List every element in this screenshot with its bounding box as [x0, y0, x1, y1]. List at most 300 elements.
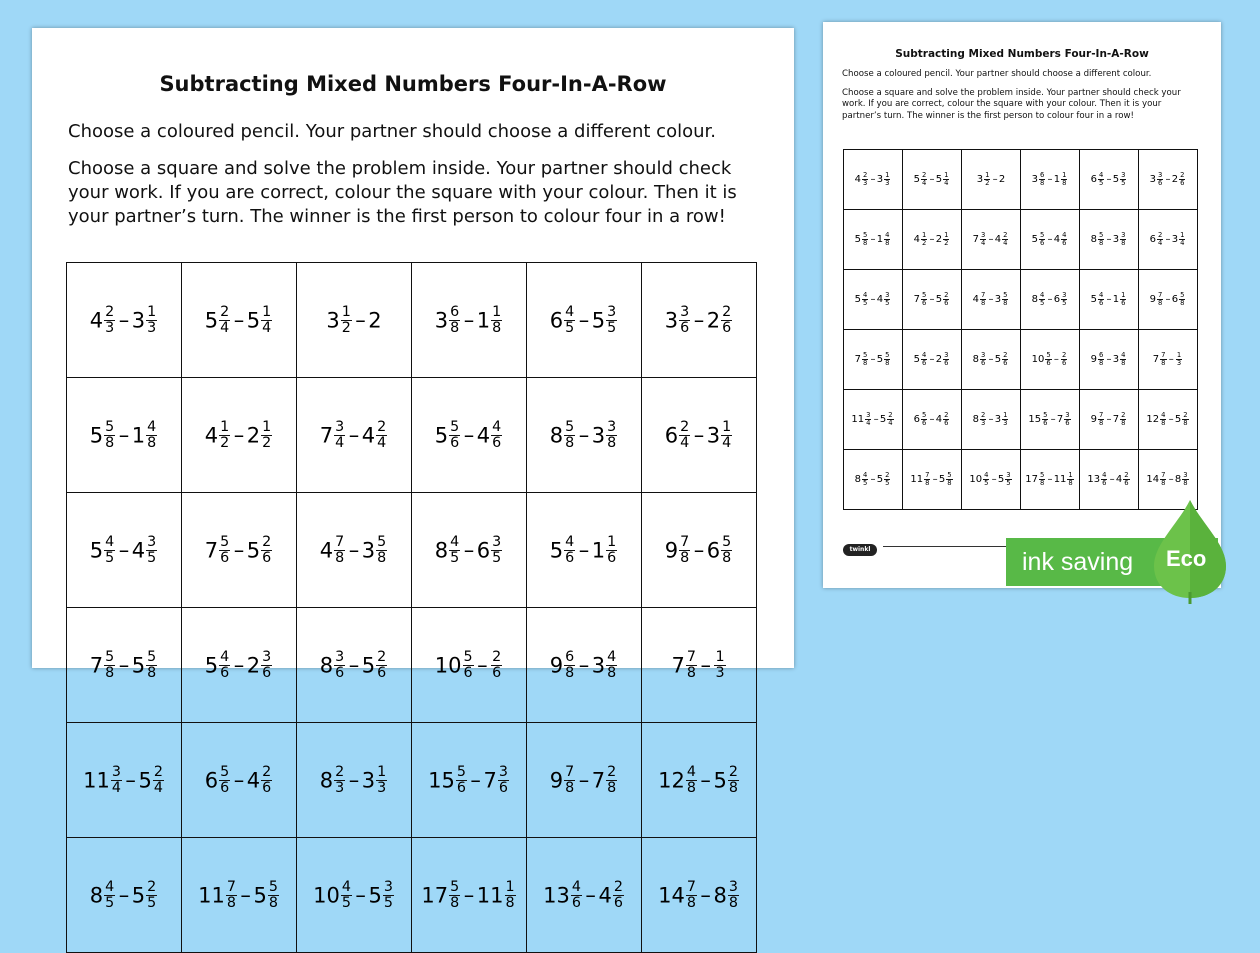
whole-number: 5 — [854, 234, 861, 245]
fraction: $\frac{2}{6}$ — [1003, 350, 1008, 367]
fraction: $\frac{1}{3}$ — [147, 303, 157, 336]
grid-cell[interactable] — [1080, 210, 1139, 270]
minus-sign: – — [1165, 234, 1171, 245]
grid-row — [844, 210, 1198, 270]
fraction: $\frac{6}{8}$ — [450, 303, 460, 336]
whole-number: 8 — [319, 768, 334, 792]
whole-number: 10 — [313, 883, 340, 907]
minus-sign: – — [463, 423, 475, 447]
fraction: $\frac{2}{8}$ — [1121, 410, 1126, 427]
fraction: $\frac{5}{6}$ — [220, 763, 230, 796]
grid-cell[interactable] — [1080, 150, 1139, 210]
whole-number: 5 — [1174, 414, 1182, 425]
grid-cell[interactable] — [642, 838, 757, 953]
grid-cell[interactable] — [67, 838, 182, 953]
fraction: $\frac{4}{6}$ — [1098, 290, 1104, 307]
minus-sign: – — [870, 354, 876, 365]
whole-number: 3 — [326, 308, 340, 332]
grid-cell[interactable] — [962, 330, 1021, 390]
fraction: $\frac{4}{5}$ — [862, 470, 868, 487]
grid-cell[interactable] — [297, 838, 412, 953]
whole-number: 9 — [1149, 294, 1156, 305]
fraction: $\frac{6}{8}$ — [565, 648, 575, 681]
fraction: $\frac{1}{4}$ — [262, 303, 272, 336]
grid-cell[interactable] — [642, 378, 757, 493]
whole-number: 5 — [246, 538, 261, 562]
minus-sign: – — [118, 538, 130, 562]
whole-number: 8 — [1031, 294, 1038, 305]
fraction: $\frac{1}{2}$ — [944, 230, 949, 247]
fraction: $\frac{5}{8}$ — [947, 470, 952, 487]
fraction: $\frac{2}{8}$ — [1183, 410, 1188, 427]
fraction: $\frac{3}{5}$ — [492, 533, 502, 566]
whole-number: 5 — [938, 474, 946, 485]
grid-cell[interactable] — [1021, 330, 1080, 390]
minus-sign: – — [233, 653, 245, 677]
grid-row — [67, 263, 757, 378]
fraction: $\frac{2}{5}$ — [147, 878, 157, 911]
whole-number: 5 — [1112, 174, 1120, 185]
whole-number: 17 — [1025, 474, 1038, 485]
whole-number: 3 — [976, 174, 984, 185]
whole-number: 7 — [972, 234, 979, 245]
whole-number: 6 — [476, 538, 491, 562]
grid-cell[interactable] — [67, 378, 182, 493]
grid-cell[interactable] — [67, 263, 182, 378]
whole-number: 5 — [204, 308, 219, 332]
grid-cell[interactable] — [844, 330, 903, 390]
whole-number: 9 — [664, 538, 679, 562]
fraction: $\frac{7}{8}$ — [226, 878, 236, 911]
whole-number: 3 — [591, 653, 606, 677]
minus-sign: – — [355, 883, 366, 907]
fraction: $\frac{3}{5}$ — [1062, 290, 1067, 307]
fraction: $\frac{5}{8}$ — [105, 418, 115, 451]
minus-sign: – — [870, 174, 876, 185]
whole-number: 8 — [1174, 474, 1182, 485]
fraction: $\frac{2}{6}$ — [944, 290, 949, 307]
whole-number: 4 — [476, 423, 491, 447]
minus-sign: – — [470, 768, 481, 792]
grid-cell[interactable] — [297, 723, 412, 838]
fraction: $\frac{3}{5}$ — [383, 878, 393, 911]
minus-sign: – — [355, 308, 366, 332]
fraction: $\frac{1}{2}$ — [341, 303, 351, 336]
minus-sign: – — [991, 474, 997, 485]
grid-cell[interactable] — [412, 263, 527, 378]
whole-number: 2 — [706, 308, 721, 332]
minus-sign: – — [870, 234, 876, 245]
worksheet-title: Subtracting Mixed Numbers Four-In-A-Row — [159, 72, 667, 96]
fraction: $\frac{4}{8}$ — [607, 648, 617, 681]
whole-number: 8 — [319, 653, 334, 677]
fraction: $\frac{1}{8}$ — [1062, 170, 1067, 187]
fraction: $\frac{2}{3}$ — [862, 170, 868, 187]
fraction: $\frac{4}{5}$ — [341, 878, 351, 911]
whole-number: 4 — [876, 294, 884, 305]
grid-cell[interactable] — [297, 608, 412, 723]
minus-sign: – — [1047, 234, 1053, 245]
minus-sign: – — [693, 423, 705, 447]
fraction: $\frac{4}{6}$ — [220, 648, 230, 681]
whole-number: 5 — [204, 653, 219, 677]
fraction: $\frac{1}{4}$ — [722, 418, 732, 451]
minus-sign: – — [463, 538, 475, 562]
eco-label: Eco — [1166, 546, 1207, 571]
fraction: $\frac{3}{4}$ — [980, 230, 986, 247]
grid-cell[interactable] — [182, 263, 297, 378]
minus-sign: – — [348, 538, 360, 562]
fraction: $\frac{1}{3}$ — [885, 170, 890, 187]
whole-number: 11 — [83, 768, 110, 792]
fraction: $\frac{7}{8}$ — [565, 763, 575, 796]
minus-sign: – — [233, 768, 245, 792]
whole-number: 10 — [1031, 354, 1045, 365]
grid-cell[interactable] — [1021, 390, 1080, 450]
fraction: $\frac{4}{5}$ — [1039, 290, 1045, 307]
fraction: $\frac{5}{8}$ — [105, 648, 115, 681]
whole-number: 3 — [591, 423, 606, 447]
whole-number: 5 — [361, 653, 376, 677]
fraction: $\frac{4}{5}$ — [450, 533, 460, 566]
fraction: $\frac{2}{4}$ — [1157, 230, 1163, 247]
grid-cell[interactable] — [962, 390, 1021, 450]
whole-number: 7 — [319, 423, 334, 447]
whole-number: 5 — [138, 768, 152, 792]
worksheet-page — [32, 28, 794, 911]
grid-cell[interactable] — [182, 608, 297, 723]
fraction: $\frac{1}{8}$ — [505, 878, 515, 911]
grid-cell[interactable] — [527, 378, 642, 493]
minus-sign: – — [1168, 354, 1174, 365]
fraction: $\frac{3}{6}$ — [262, 648, 272, 681]
grid-cell[interactable] — [527, 838, 642, 953]
fraction: $\frac{3}{5}$ — [885, 290, 890, 307]
fraction: $\frac{3}{8}$ — [607, 418, 617, 451]
minus-sign: – — [118, 423, 130, 447]
minus-sign: – — [988, 354, 994, 365]
whole-number: 6 — [1149, 234, 1156, 245]
whole-number: 15 — [1028, 414, 1042, 425]
minus-sign: – — [585, 883, 596, 907]
grid-cell[interactable] — [412, 838, 527, 953]
fraction: $\frac{7}{8}$ — [1098, 410, 1104, 427]
fraction: $\frac{4}{8}$ — [885, 230, 890, 247]
whole-number: 1 — [476, 308, 491, 332]
grid-cell[interactable] — [903, 450, 962, 510]
whole-number: 12 — [1146, 414, 1160, 425]
fraction: $\frac{4}{6}$ — [1102, 470, 1107, 487]
grid-cell[interactable] — [642, 723, 757, 838]
grid-cell[interactable] — [1080, 390, 1139, 450]
whole-number: 3 — [131, 308, 146, 332]
whole-number: 5 — [935, 294, 943, 305]
grid-cell[interactable] — [642, 263, 757, 378]
whole-number: 11 — [910, 474, 924, 485]
fraction: $\frac{1}{8}$ — [492, 303, 502, 336]
grid-row — [67, 723, 757, 838]
whole-number: 6 — [1090, 174, 1097, 185]
grid-cell[interactable] — [844, 450, 903, 510]
grid-cell[interactable] — [182, 493, 297, 608]
minus-sign: – — [233, 423, 245, 447]
whole-number: 7 — [1112, 414, 1120, 425]
grid-cell[interactable] — [412, 608, 527, 723]
whole-number: 6 — [664, 423, 679, 447]
grid-cell[interactable] — [527, 493, 642, 608]
grid-cell[interactable] — [962, 450, 1021, 510]
minus-sign: – — [1106, 414, 1112, 425]
minus-sign: – — [1050, 414, 1056, 425]
twinkl-logo — [843, 544, 877, 556]
fraction: $\frac{3}{5}$ — [147, 533, 157, 566]
fraction: $\frac{2}{4}$ — [921, 170, 927, 187]
fraction: $\frac{2}{3}$ — [980, 410, 986, 427]
grid-cell[interactable] — [903, 210, 962, 270]
whole-number: 5 — [253, 883, 267, 907]
fraction: $\frac{3}{6}$ — [980, 350, 986, 367]
minus-sign: – — [118, 653, 130, 677]
grid-cell[interactable] — [182, 838, 297, 953]
minus-sign: – — [233, 308, 245, 332]
instruction-1: Choose a coloured pencil. Your partner should choose a different colour. — [68, 121, 716, 142]
grid-cell[interactable] — [527, 608, 642, 723]
whole-number: 4 — [972, 294, 979, 305]
whole-number: 15 — [428, 768, 455, 792]
fraction: $\frac{1}{3}$ — [715, 648, 725, 681]
fraction: $\frac{5}{6}$ — [450, 418, 460, 451]
grid-cell[interactable] — [903, 390, 962, 450]
grid-cell[interactable] — [1139, 150, 1198, 210]
minus-sign: – — [700, 768, 711, 792]
whole-number: 6 — [204, 768, 219, 792]
fraction: $\frac{3}{6}$ — [1157, 170, 1163, 187]
grid-cell[interactable] — [1139, 390, 1198, 450]
fraction: $\frac{4}{6}$ — [565, 533, 575, 566]
minus-sign: – — [118, 883, 130, 907]
grid-cell[interactable] — [67, 723, 182, 838]
whole-number: 3 — [1171, 234, 1179, 245]
fraction: $\frac{2}{8}$ — [728, 763, 738, 796]
fraction: $\frac{1}{2}$ — [985, 170, 990, 187]
whole-number: 5 — [131, 883, 146, 907]
minus-sign: – — [992, 174, 998, 185]
minus-sign: – — [578, 308, 590, 332]
whole-number: 14 — [1146, 474, 1160, 485]
grid-cell[interactable] — [527, 723, 642, 838]
minus-sign: – — [578, 423, 590, 447]
grid-cell[interactable] — [67, 608, 182, 723]
whole-number: 4 — [1053, 234, 1061, 245]
whole-number: 1 — [1053, 174, 1061, 185]
whole-number: 4 — [246, 768, 261, 792]
fraction: $\frac{3}{5}$ — [1121, 170, 1126, 187]
four-in-a-row-grid — [66, 262, 757, 953]
whole-number: 2 — [368, 308, 382, 332]
whole-number: 5 — [434, 423, 449, 447]
fraction: $\frac{5}{8}$ — [1098, 230, 1104, 247]
grid-cell[interactable] — [642, 608, 757, 723]
grid-cell[interactable] — [962, 210, 1021, 270]
whole-number: 8 — [89, 883, 104, 907]
fraction: $\frac{6}{8}$ — [1039, 170, 1045, 187]
whole-number: 17 — [421, 883, 449, 907]
grid-cell[interactable] — [412, 378, 527, 493]
fraction: $\frac{1}{2}$ — [262, 418, 272, 451]
whole-number: 3 — [361, 538, 376, 562]
whole-number: 7 — [483, 768, 497, 792]
minus-sign: – — [578, 768, 590, 792]
minus-sign: – — [932, 474, 938, 485]
whole-number: 1 — [591, 538, 606, 562]
grid-cell[interactable] — [903, 270, 962, 330]
fraction: $\frac{4}{5}$ — [105, 533, 115, 566]
instruction-2: Choose a square and solve the problem inside. Your partner should check your work. If you are correct, colour the square with your colour. Then it is your partner’s turn. The winner is the first person to colour four in a row! — [68, 158, 737, 227]
minus-sign: – — [348, 423, 360, 447]
whole-number: 5 — [879, 414, 887, 425]
whole-number: 10 — [434, 653, 462, 677]
grid-cell[interactable] — [1080, 450, 1139, 510]
whole-number: 7 — [591, 768, 606, 792]
whole-number: 7 — [1152, 354, 1160, 365]
whole-number: 11 — [1053, 474, 1067, 485]
whole-number: 5 — [876, 354, 884, 365]
whole-number: 8 — [854, 474, 861, 485]
grid-cell[interactable] — [903, 330, 962, 390]
grid-cell[interactable] — [297, 378, 412, 493]
grid-cell[interactable] — [412, 723, 527, 838]
grid-cell[interactable] — [642, 493, 757, 608]
fraction: $\frac{1}{3}$ — [1003, 410, 1008, 427]
whole-number: 6 — [913, 414, 920, 425]
preview-instruction-2: Choose a square and solve the problem inside. Your partner should check your work. If you are correct, colour the square with your colour. Then it is your partner’s turn. The winner is the first person to colour four in a row! — [842, 88, 1181, 121]
minus-sign: – — [929, 174, 935, 185]
fraction: $\frac{5}{8}$ — [862, 230, 868, 247]
fraction: $\frac{7}{8}$ — [980, 290, 986, 307]
grid-cell[interactable] — [844, 270, 903, 330]
whole-number: 5 — [994, 354, 1002, 365]
whole-number: 4 — [935, 414, 943, 425]
grid-cell[interactable] — [182, 378, 297, 493]
fraction: $\frac{7}{8}$ — [1161, 350, 1166, 367]
fraction: $\frac{3}{4}$ — [335, 418, 345, 451]
fraction: $\frac{3}{5}$ — [607, 303, 617, 336]
fraction: $\frac{5}{8}$ — [885, 350, 890, 367]
fraction: $\frac{2}{3}$ — [105, 303, 115, 336]
minus-sign: – — [1047, 294, 1053, 305]
fraction: $\frac{2}{4}$ — [1003, 230, 1008, 247]
fraction: $\frac{2}{4}$ — [377, 418, 387, 451]
whole-number: 5 — [913, 174, 920, 185]
whole-number: 5 — [549, 538, 564, 562]
whole-number: 4 — [361, 423, 376, 447]
grid-cell[interactable] — [412, 493, 527, 608]
grid-cell[interactable] — [1021, 210, 1080, 270]
whole-number: 6 — [549, 308, 564, 332]
grid-cell[interactable] — [1021, 450, 1080, 510]
grid-cell[interactable] — [1080, 270, 1139, 330]
minus-sign: – — [988, 234, 994, 245]
grid-cell[interactable] — [1021, 150, 1080, 210]
grid-cell[interactable] — [1021, 270, 1080, 330]
fraction: $\frac{2}{8}$ — [607, 763, 617, 796]
fraction: $\frac{4}{5}$ — [984, 470, 989, 487]
whole-number: 3 — [1112, 354, 1120, 365]
whole-number: 5 — [713, 768, 727, 792]
whole-number: 5 — [89, 538, 104, 562]
grid-row — [844, 390, 1198, 450]
grid-cell[interactable] — [903, 150, 962, 210]
fraction: $\frac{4}{5}$ — [105, 878, 115, 911]
grid-cell[interactable] — [1139, 210, 1198, 270]
minus-sign: – — [873, 414, 879, 425]
grid-cell[interactable] — [182, 723, 297, 838]
fraction: $\frac{7}{8}$ — [680, 533, 690, 566]
whole-number: 5 — [368, 883, 382, 907]
fraction: $\frac{3}{6}$ — [680, 303, 690, 336]
grid-row — [67, 838, 757, 953]
fraction: $\frac{3}{6}$ — [944, 350, 949, 367]
fraction: $\frac{7}{8}$ — [1161, 470, 1166, 487]
grid-row — [844, 330, 1198, 390]
whole-number: 8 — [549, 423, 564, 447]
grid-cell[interactable] — [1080, 330, 1139, 390]
fraction: $\frac{5}{8}$ — [377, 533, 387, 566]
fraction: $\frac{2}{4}$ — [680, 418, 690, 451]
fraction: $\frac{3}{6}$ — [335, 648, 345, 681]
fraction: $\frac{5}{8}$ — [1039, 470, 1045, 487]
fraction: $\frac{5}{8}$ — [1180, 290, 1185, 307]
minus-sign: – — [578, 538, 590, 562]
whole-number: 4 — [994, 234, 1002, 245]
whole-number: 4 — [1115, 474, 1123, 485]
fraction: $\frac{2}{6}$ — [613, 878, 623, 911]
grid-cell[interactable] — [527, 263, 642, 378]
fraction: $\frac{5}{8}$ — [1003, 290, 1008, 307]
whole-number: 8 — [1090, 234, 1097, 245]
grid-cell[interactable] — [844, 150, 903, 210]
grid-row — [67, 378, 757, 493]
minus-sign: – — [463, 308, 475, 332]
grid-cell[interactable] — [844, 390, 903, 450]
whole-number: 6 — [706, 538, 721, 562]
minus-sign: – — [988, 294, 994, 305]
grid-cell[interactable] — [1139, 270, 1198, 330]
grid-cell[interactable] — [844, 210, 903, 270]
grid-cell[interactable] — [67, 493, 182, 608]
fraction: $\frac{4}{8}$ — [1161, 410, 1166, 427]
whole-number: 6 — [1171, 294, 1179, 305]
grid-cell[interactable] — [1139, 330, 1198, 390]
grid-cell[interactable] — [962, 270, 1021, 330]
grid-cell[interactable] — [962, 150, 1021, 210]
whole-number: 11 — [476, 883, 504, 907]
whole-number: 2 — [935, 234, 943, 245]
fraction: $\frac{3}{6}$ — [498, 763, 508, 796]
minus-sign: – — [118, 308, 130, 332]
grid-cell[interactable] — [297, 493, 412, 608]
fraction: $\frac{4}{8}$ — [1121, 350, 1126, 367]
whole-number: 2 — [246, 653, 261, 677]
whole-number: 3 — [361, 768, 376, 792]
whole-number: 5 — [935, 174, 943, 185]
fraction: $\frac{5}{8}$ — [268, 878, 278, 911]
whole-number: 7 — [671, 653, 685, 677]
grid-cell[interactable] — [297, 263, 412, 378]
whole-number: 2 — [246, 423, 261, 447]
whole-number: 4 — [131, 538, 146, 562]
fraction: $\frac{1}{2}$ — [921, 230, 927, 247]
